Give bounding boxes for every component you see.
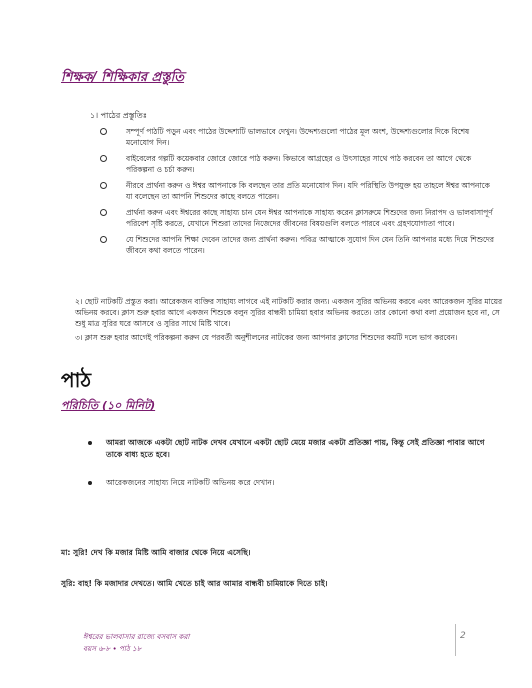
list-item-text: আমরা আজকে একটা ছোট নাটক দেখব যেখানে একটা ছোট মেয়ে মজার একটা প্রতিজ্ঞা পায়, কিন্তু সেই প্রতিজ্ঞা পাবার আগে তাকে বাধ্য হতে হবে।	[106, 438, 485, 459]
list-item-text: আরেকজনের সাহায্য নিয়ে নাটকটি অভিনয় করে দেখান।	[106, 478, 275, 487]
list-item	[92, 234, 497, 256]
list-item	[92, 180, 497, 202]
footer-divider	[455, 624, 456, 656]
list-item-text: সম্পূর্ণ পাঠটি পড়ুন এবং পাঠের উদ্দেশ্যটি ভালভাবে দেখুন। উদ্দেশ্যগুলো পাঠের মূল অংশ, উদ্দেশ্যগুলোর দিকে বিশেষ মনোযোগ দিন।	[126, 127, 470, 147]
lesson-prep-label: ১। পাঠের প্রস্তুতিঃ	[90, 111, 148, 120]
circle-bullet-icon	[100, 128, 107, 135]
list-item-text: নীরবে প্রার্থনা করুন ও ঈশ্বর আপনাকে কি বলছেন তার প্রতি মনোযোগ দিন। যদি পরিস্থিতি উপযুক্ত হয় তাহলে ঈশ্বর আপনাকে যা বলেছেন তা আপনি শিশুদের কাছে বলতে পারেন।	[126, 181, 490, 201]
footer-age-lesson: বয়স ৬-৮ • পাঠ ১৮	[83, 644, 142, 653]
teacher-prep-heading: শিক্ষক/ শিক্ষিকার প্রস্তুতি	[61, 70, 185, 85]
list-item-text: বাইবেলের গল্পটি কয়েকবার জোরে জোরে পাঠ করুন। কিভাবে আগ্রহের ও উৎসাহের সাথে পাঠ করবেন তা আগে থেকে পরিকল্পনা ও চর্চা করুন।	[126, 154, 471, 174]
list-item	[92, 207, 497, 229]
footer-title: ঈশ্বরের ভালবাসার রাজ্যে বসবাস করা	[83, 632, 190, 641]
page-number: 2	[460, 631, 466, 641]
circle-bullet-icon	[100, 182, 107, 189]
dialog-line-suri: সুরি: বাহ! কি মজাদার দেখতে। আমি খেতে চাই আর আমার বান্ধবী চামিয়াকে দিতে চাই।	[61, 579, 328, 588]
intro-heading: পরিচিতি (১০ মিনিট)	[61, 399, 156, 412]
list-item-text: প্রার্থনা করুন এবং ঈশ্বরের কাছে সাহায্য চান যেন ঈশ্বর আপনাকে সাহায্য করেন ক্লাসরুমে শিশুদের জন্য নিরাপদ ও ভালবাসাপূর্ণ পরিবেশ সৃষ্টি করতে, যেখানে শিশুরা তাদের নিজেদের জীবনের বিষয়গুলি বলতে পারবে এবং গ্রহণযোগ্যতা পাবে।	[126, 208, 493, 228]
list-item	[86, 437, 496, 461]
bullet-icon	[88, 441, 92, 445]
bullet-icon	[88, 481, 92, 485]
list-item-text: যে শিশুদের আপনি শিক্ষা দেবেন তাদের জন্য প্রার্থনা করুন। পবিত্র আত্মাকে সুযোগ দিন যেন তিনি আপনার মধ্যে দিয়ে শিশুদের জীবনে কথা বলতে পারেন।	[126, 235, 494, 255]
intro-list	[86, 437, 496, 489]
prep-list	[92, 126, 497, 261]
circle-bullet-icon	[100, 236, 107, 243]
class-plan-paragraph: ৩। ক্লাস শুরু হবার আগেই পরিকল্পনা করুন যে পরবর্তী অনুশীলনের নাটকের জন্য আপনার ক্লাসের শিশুদের কয়টি দলে ভাগ করবেন।	[75, 333, 458, 342]
circle-bullet-icon	[100, 209, 107, 216]
list-item	[86, 477, 496, 489]
circle-bullet-icon	[100, 155, 107, 162]
dialog-line-mother: মা: সুরি! দেখ কি মজার মিষ্টি আমি বাজার থেকে নিয়ে এসেছি।	[61, 548, 251, 557]
list-item	[92, 126, 497, 148]
list-item	[92, 153, 497, 175]
lesson-heading: পাঠ	[61, 368, 92, 392]
skit-prep-paragraph: ২। ছোট নাটকটি প্রস্তুত করা। আরেকজন ব্যক্তির সাহায্য লাগবে এই নাটকটি করার জন্য। একজন সুরির অভিনয় করবে এবং আরেকজন সুরির মায়ের অভিনয় করবে। ক্লাস শুরু হবার আগে একজন শিশুকে বলুন সুরির বান্ধবী চামিয়া হবার অভিনয় করতে। তার কোনো কথা বলা প্রয়োজন হবে না, সে শুধু মাত্র সুরির ঘরে আসবে ও সুরির সাথে মিষ্টি খাবে।	[75, 297, 503, 328]
